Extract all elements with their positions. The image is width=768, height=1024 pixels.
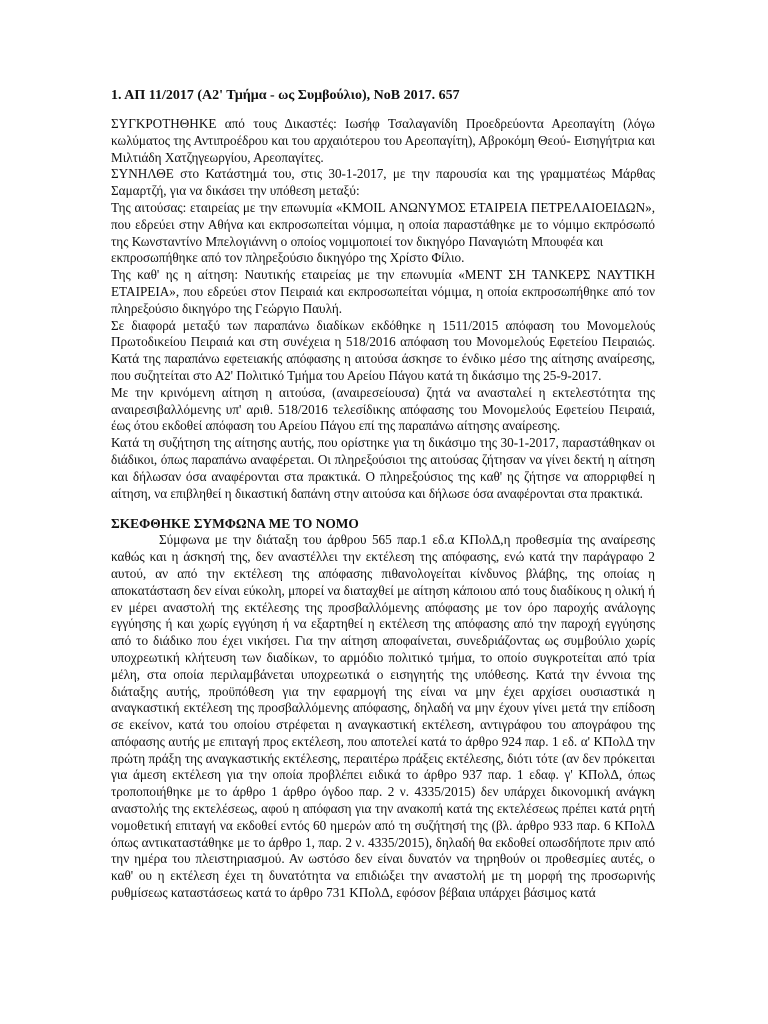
paragraph-prior-decisions: Σε διαφορά μεταξύ των παραπάνω διαδίκων εκδόθηκε η 1511/2015 απόφαση του Μονομελούς Πρωτοδικείου Πειραιά και στη συνέχεια η 518/2016 απόφαση του Μονομελούς Εφετείου Πειραιώς. Κατά της παραπάνω εφετειακής απόφασης η αιτούσα άσκησε το ένδικο μέσο της αίτησης αναίρεσης, που συζητείται στο Α2' Πολιτικό Τμήμα του Αρείου Πάγου κατά τη δικάσιμο της 25-9-2017. bbox=[111, 317, 655, 383]
document-title: 1. ΑΠ 11/2017 (Α2' Τμήμα - ως Συμβούλιο), ΝοΒ 2017. 657 bbox=[111, 88, 460, 103]
section-heading: ΣΚΕΦΘΗΚΕ ΣΥΜΦΩΝΑ ΜΕ ΤΟ ΝΟΜΟ bbox=[111, 516, 359, 532]
paragraph-applicant-counsel: εκπροσωπήθηκε από τον πληρεξούσιο δικηγόρο της Χρίστο Φίλιο. bbox=[111, 250, 465, 266]
document-page bbox=[111, 87, 655, 902]
paragraph-hearing: Κατά τη συζήτηση της αίτησης αυτής, που ορίστηκε για τη δικάσιμο της 30-1-2017, παραστάθηκαν οι διάδικοι, όπως παραπάνω αναφέρεται. Οι πληρεξούσιοι της αιτούσας ζήτησαν να γίνει δεκτή η αίτηση και δήλωσαν όσα αναφέρονται στα πρακτικά. Ο πληρεξούσιος της καθ' ης ζήτησε να απορριφθεί η αίτηση, να επιβληθεί η δικαστική δαπάνη στην αιτούσα και δήλωσε όσα αναφέρονται στα πρακτικά. bbox=[111, 435, 655, 501]
paragraph-respondent: Της καθ' ης η αίτηση: Ναυτικής εταιρείας με την επωνυμία «ΜΕΝΤ ΣΗ ΤΑΝΚΕΡΣ ΝΑΥΤΙΚΗ ΕΤΑΙΡΕΙΑ», που εδρεύει στον Πειραιά και εκπροσωπείται νόμιμα, η οποία εκπροσωπήθηκε από τον πληρεξούσιο δικηγόρο της Γεώργιο Παυλή. bbox=[111, 267, 655, 316]
paragraph-reasoning: Σύμφωνα με την διάταξη του άρθρου 565 παρ.1 εδ.α ΚΠολΔ,η προθεσμία της αναίρεσης καθώς και η άσκησή της, δεν αναστέλλει την εκτέλεση της απόφασης, ενώ κατά την παράγραφο 2 αυτού, αν από την εκτέλεση της απόφασης πιθανολογείται κίνδυνος βλάβης, της οποίας η αποκατάσταση δεν είναι εύκολη, μπορεί να διαταχθεί με αίτηση κάποιου από τους διαδίκους η ολική ή εν μέρει αναστολή της εκτέλεσης της προσβαλλόμενης απόφασης με τον όρο παροχής ανάλογης εγγύησης ή και χωρίς εγγύηση ή να εξαρτηθεί η εκτέλεση της απόφασης από την παροχή εγγύησης από το διάδικο που έχει νικήσει. Για την αίτηση αποφαίνεται, συνεδριάζοντας ως συμβούλιο χωρίς υποχρεωτική κλήτευση των διαδίκων, το αρμόδιο πολιτικό τμήμα, το οποίο συγκροτείται από τρία μέλη, στα οποία περιλαμβάνεται υποχρεωτικά ο εισηγητής της υπόθεσης. Κατά την έννοια της διάταξης αυτής, προϋπόθεση για την εφαρμογή της είναι να μην έχει αρχίσει ουσιαστικά η αναγκαστική εκτέλεση της προσβαλλόμενης απόφασης, δηλαδή να μην έχουν γίνει μετά την επίδοση σε εκείνον, κατά του οποίου στρέφεται η αναγκαστική εκτέλεση, αντιγράφου του απογράφου της απόφασης αυτής με επιταγή προς εκτέλεση, που αποτελεί κατά το άρθρο 924 παρ. 1 εδ. α' ΚΠολΔ την πρώτη πράξη της αναγκαστικής εκτέλεσης, περαιτέρω πράξεις εκτέλεσης, διότι τότε (αν δεν πρόκειται για άμεση εκτέλεση για την οποία προβλέπει ειδικά το άρθρο 937 παρ. 1 εδαφ. γ' ΚΠολΔ, όπως τροποποιήθηκε με το άρθρο 1 άρθρο όγδοο παρ. 2 ν. 4335/2015) δεν υπάρχει δικονομική ανάγκη αναστολής της εκτελέσεως, αφού η απόφαση για την ανακοπή κατά της εκτελέσεως πρέπει κατά ρητή νομοθετική επιταγή να εκδοθεί εντός 60 ημερών από τη συζήτησή της (βλ. άρθρο 933 παρ. 6 ΚΠολΔ όπως αντικαταστάθηκε με το άρθρο 1, παρ. 2 ν. 4335/2015), δηλαδή θα εκδοθεί οπωσδήποτε πριν από την ημέρα του πλειστηριασμού. Αν ωστόσο δεν είναι δυνατόν να τηρηθούν οι προθεσμίες αυτές, ο καθ' ου η εκτέλεση έχει τη δυνατότητα να επιδιώξει την αναστολή με τη μορφή της προσωρινής ρυθμίσεως καταστάσεως κατά το άρθρο 731 ΚΠολΔ, εφόσον βέβαια υπάρχει βάσιμος κατά bbox=[111, 532, 655, 901]
paragraph-session: ΣΥΝΗΛΘΕ στο Κατάστημά του, στις 30-1-2017, με την παρουσία και της γραμματέως Μάρθας Σαμαρτζή, για να δικάσει την υπόθεση μεταξύ: bbox=[111, 166, 655, 199]
paragraph-applicant: Της αιτούσας: εταιρείας με την επωνυμία «ΚΜΟΙL ΑΝΩΝΥΜΟΣ ΕΤΑΙΡΕΙΑ ΠΕΤΡΕΛΑΙΟΕΙΔΩΝ», που εδρεύει στην Αθήνα και εκπροσωπείται νόμιμα, η οποία παραστάθηκε με το νόμιμο εκπρόσωπό της Κωνσταντίνο Μπελογιάννη ο οποίος νομιμοποιεί τον δικηγόρο Παναγιώτη Μπουφέα και bbox=[111, 199, 655, 249]
paragraph-request: Με την κρινόμενη αίτηση η αιτούσα, (αναιρεσείουσα) ζητά να ανασταλεί η εκτελεστότητα της αναιρεσιβαλλόμενης υπ' αριθ. 518/2016 τελεσίδικης απόφασης του Μονομελούς Εφετείου Πειραιά, έως ότου εκδοθεί απόφαση του Αρείου Πάγου επί της παραπάνω αίτησης αναίρεσης. bbox=[111, 384, 655, 434]
paragraph-composition: ΣΥΓΚΡΟΤΗΘΗΚΕ από τους Δικαστές: Ιωσήφ Τσαλαγανίδη Προεδρεύοντα Αρεοπαγίτη (λόγω κωλύματος της Αντιπροέδρου και του αρχαιότερου του Αρεοπαγίτη), Αβροκόμη Θεού- Εισηγήτρια και Μιλτιάδη Χατζηγεωργίου, Αρεοπαγίτες. bbox=[111, 116, 655, 165]
